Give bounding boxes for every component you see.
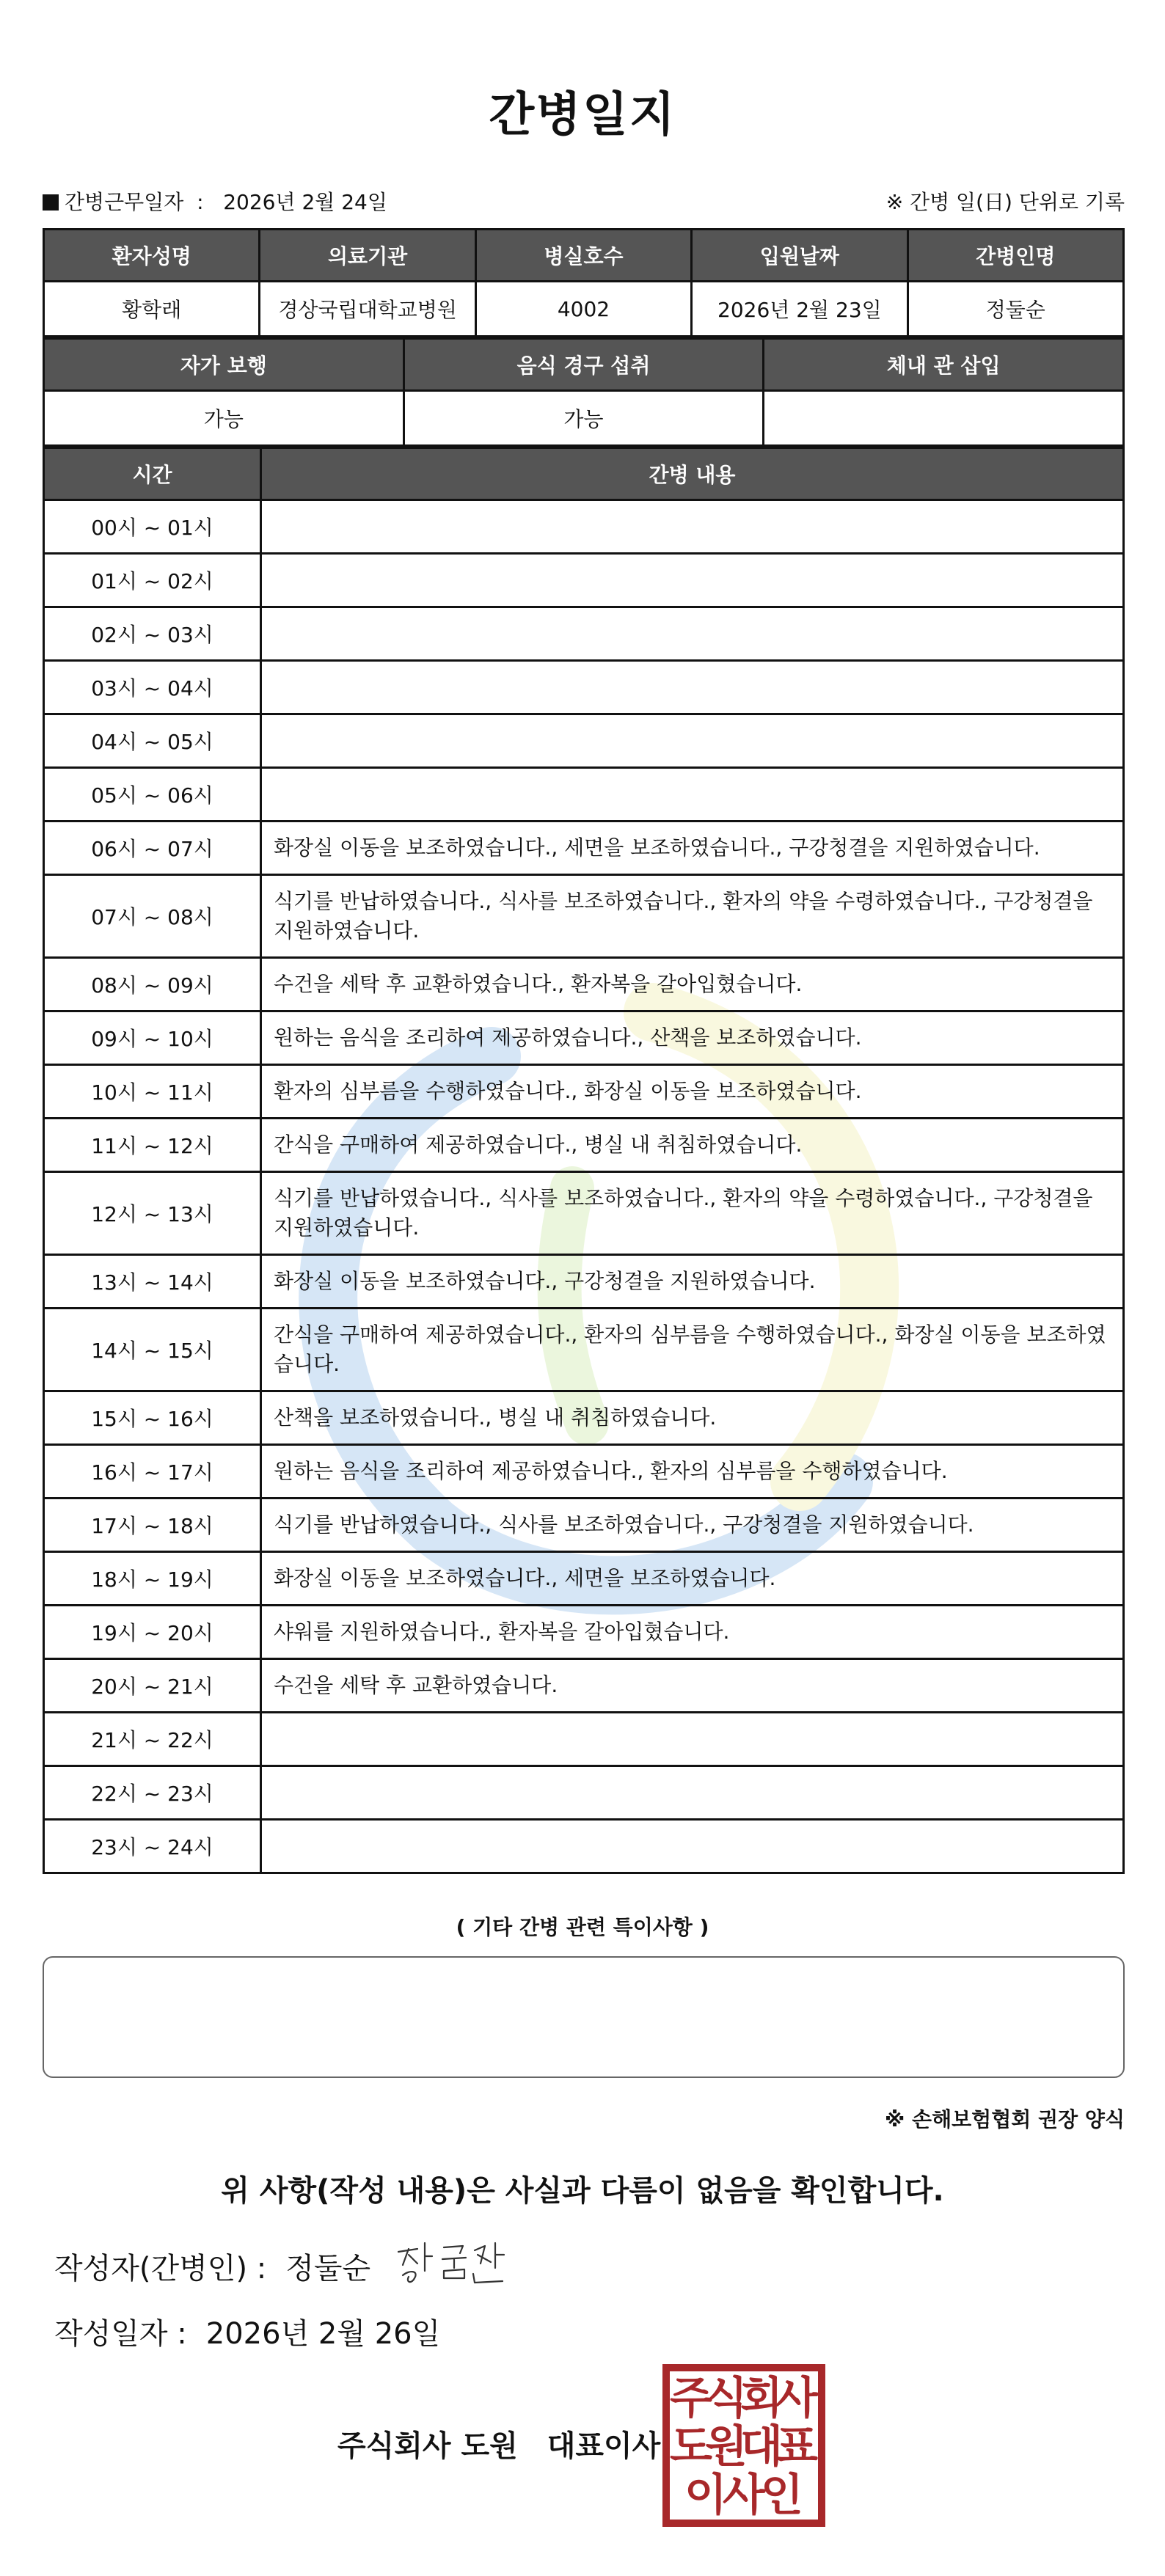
page-title: 간병일지 [489,88,676,142]
log-row [44,714,1124,768]
header-self-walking: 자가 보행 [44,339,404,391]
written-date-value: 2026년 2월 26일 [205,2317,441,2351]
log-content: 원하는 음식을 조리하여 제공하였습니다., 산책을 보조하였습니다. [261,1011,1124,1065]
log-time: 00시 ~ 01시 [44,500,261,554]
svg-text:사: 사 [723,2470,765,2521]
header-hospital: 의료기관 [260,230,475,282]
company-name: 주식회사 도원 [337,2429,518,2463]
log-row [44,1309,1124,1391]
header-patient-name: 환자성명 [44,230,260,282]
log-time: 17시 ~ 18시 [44,1499,261,1552]
patient-status-table [43,337,1125,447]
log-content: 샤워를 지원하였습니다., 환자복을 갈아입혔습니다. [261,1606,1124,1659]
log-time: 05시 ~ 06시 [44,768,261,822]
log-content: 화장실 이동을 보조하였습니다., 구강청결을 지원하였습니다. [261,1255,1124,1309]
log-row [44,1065,1124,1119]
log-time: 18시 ~ 19시 [44,1552,261,1606]
log-row [44,1552,1124,1606]
log-time: 22시 ~ 23시 [44,1766,261,1820]
room-number: 4002 [475,282,691,337]
log-content: 식기를 반납하였습니다., 식사를 보조하였습니다., 환자의 약을 수령하였습니다., 구강청결을 지원하였습니다. [261,875,1124,958]
log-row [44,1172,1124,1255]
log-row [44,1766,1124,1820]
remarks-box [43,1956,1125,2078]
header-care-content: 간병 내용 [261,448,1124,500]
log-content: 산책을 보조하였습니다., 병실 내 취침하였습니다. [261,1391,1124,1445]
log-content: 원하는 음식을 조리하여 제공하였습니다., 환자의 심부름을 수행하였습니다. [261,1445,1124,1499]
log-content: 식기를 반납하였습니다., 식사를 보조하였습니다., 환자의 약을 수령하였습니다., 구강청결을 지원하였습니다. [261,1172,1124,1255]
log-row [44,1659,1124,1713]
record-note: ※ 간병 일(日) 단위로 기록 [885,190,1125,214]
log-row [44,607,1124,661]
log-time: 13시 ~ 14시 [44,1255,261,1309]
log-time: 08시 ~ 09시 [44,958,261,1011]
self-walking-value: 가능 [44,391,404,446]
company-seal-stamp [662,2363,826,2528]
log-content: 화장실 이동을 보조하였습니다., 세면을 보조하였습니다., 구강청결을 지원하였습니다. [261,822,1124,875]
log-content [261,554,1124,607]
log-time: 14시 ~ 15시 [44,1309,261,1391]
care-log-table [43,447,1125,1874]
log-content [261,661,1124,714]
company-line [337,2423,660,2465]
log-row [44,1119,1124,1172]
log-time: 19시 ~ 20시 [44,1606,261,1659]
work-date-label: 간병근무일자 [65,190,184,214]
work-date: 간병근무일자 : 2026년 2월 24일 [43,186,387,216]
log-content: 수건을 세탁 후 교환하였습니다., 환자복을 갈아입혔습니다. [261,958,1124,1011]
header-tube-insertion: 체내 관 삽입 [764,339,1124,391]
remarks-title: ( 기타 간병 관련 특이사항 ) [456,1915,709,1939]
table-header-row [44,339,1124,391]
patient-info-table [43,228,1125,337]
log-row [44,768,1124,822]
log-row [44,958,1124,1011]
confirmation-statement: 위 사항(작성 내용)은 사실과 다름이 없음을 확인합니다. [221,2174,944,2208]
svg-text:인: 인 [761,2470,803,2521]
log-time: 21시 ~ 22시 [44,1713,261,1766]
log-row [44,1011,1124,1065]
table-row [44,282,1124,337]
log-content: 간식을 구매하여 제공하였습니다., 환자의 심부름을 수행하였습니다., 화장실 이동을 보조하였습니다. [261,1309,1124,1391]
log-content: 식기를 반납하였습니다., 식사를 보조하였습니다., 구강청결을 지원하였습니다. [261,1499,1124,1552]
written-date-line [54,2310,440,2352]
oral-intake-value: 가능 [403,391,764,446]
header-oral-intake: 음식 경구 섭취 [403,339,764,391]
log-row [44,875,1124,958]
remarks-content [44,1958,1123,1978]
log-time: 01시 ~ 02시 [44,554,261,607]
log-time: 16시 ~ 17시 [44,1445,261,1499]
svg-text:식: 식 [705,2373,748,2424]
log-time: 03시 ~ 04시 [44,661,261,714]
table-header-row [44,230,1124,282]
svg-text:대: 대 [740,2421,783,2473]
svg-text:표: 표 [775,2421,818,2473]
tube-insertion-value [764,391,1124,446]
log-row [44,1255,1124,1309]
log-row [44,1606,1124,1659]
header-time: 시간 [44,448,261,500]
table-row [44,391,1124,446]
log-row [44,554,1124,607]
log-content: 수건을 세탁 후 교환하였습니다. [261,1659,1124,1713]
writer-line [54,2245,370,2287]
log-time: 02시 ~ 03시 [44,607,261,661]
care-log-body [44,500,1124,1873]
log-time: 04시 ~ 05시 [44,714,261,768]
log-row [44,1499,1124,1552]
svg-text:회: 회 [740,2373,783,2424]
header-caregiver-name: 간병인명 [907,230,1123,282]
written-date-label: 작성일자 : [54,2317,187,2351]
writer-name: 정둘순 [285,2252,371,2286]
log-row [44,661,1124,714]
log-content [261,714,1124,768]
log-row [44,1445,1124,1499]
log-content: 화장실 이동을 보조하였습니다., 세면을 보조하였습니다. [261,1552,1124,1606]
log-content [261,607,1124,661]
log-row [44,500,1124,554]
log-content: 환자의 심부름을 수행하였습니다., 화장실 이동을 보조하였습니다. [261,1065,1124,1119]
document-meta [43,186,1125,220]
hospital: 경상국립대학교병원 [260,282,475,337]
writer-label: 작성자(간병인) : [54,2252,267,2286]
svg-text:원: 원 [705,2421,748,2473]
log-time: 11시 ~ 12시 [44,1119,261,1172]
log-content [261,1713,1124,1766]
log-content [261,768,1124,822]
log-time: 23시 ~ 24시 [44,1820,261,1873]
log-time: 15시 ~ 16시 [44,1391,261,1445]
header-room: 병실호수 [475,230,691,282]
header-admission-date: 입원날짜 [692,230,907,282]
log-time: 09시 ~ 10시 [44,1011,261,1065]
admission-date: 2026년 2월 23일 [692,282,907,337]
log-row [44,1820,1124,1873]
patient-name: 황학래 [44,282,260,337]
log-content [261,500,1124,554]
log-time: 07시 ~ 08시 [44,875,261,958]
log-content [261,1820,1124,1873]
handwritten-signature [392,2230,517,2296]
log-time: 20시 ~ 21시 [44,1659,261,1713]
log-row [44,1391,1124,1445]
log-row [44,1713,1124,1766]
square-bullet-icon [43,194,59,211]
caregiver-name: 정둘순 [907,282,1123,337]
log-content [261,1766,1124,1820]
log-row [44,822,1124,875]
log-time: 06시 ~ 07시 [44,822,261,875]
svg-text:주: 주 [670,2373,712,2424]
work-date-value: 2026년 2월 24일 [223,190,387,214]
svg-text:이: 이 [684,2470,727,2521]
svg-text:도: 도 [670,2421,712,2473]
company-title: 대표이사 [547,2429,661,2463]
log-time: 12시 ~ 13시 [44,1172,261,1255]
table-header-row [44,448,1124,500]
log-time: 10시 ~ 11시 [44,1065,261,1119]
svg-text:사: 사 [775,2373,818,2424]
log-content: 간식을 구매하여 제공하였습니다., 병실 내 취침하였습니다. [261,1119,1124,1172]
form-note: ※ 손해보험협회 권장 양식 [885,2107,1125,2132]
